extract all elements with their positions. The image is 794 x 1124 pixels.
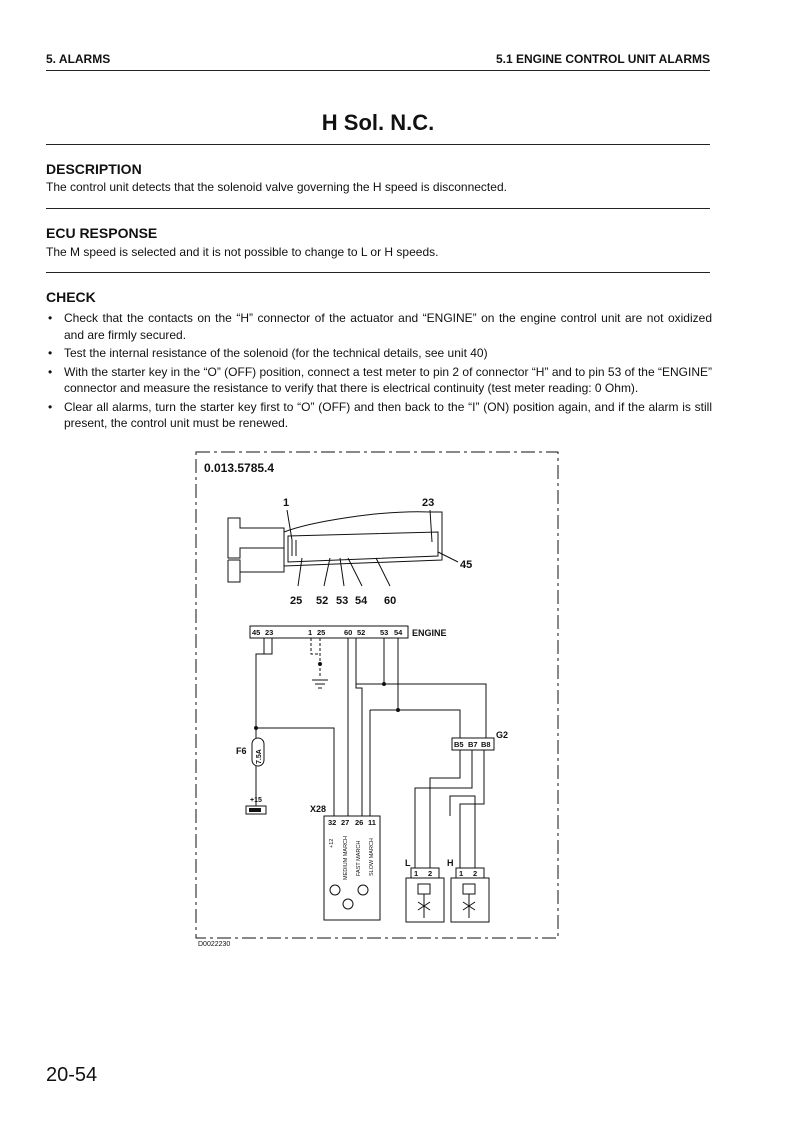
junction-dots — [254, 662, 400, 730]
x28-pin-11: 11 — [368, 818, 376, 827]
sol-h-pin-1: 1 — [459, 869, 464, 878]
description-text: The control unit detects that the solenoid valve governing the H speed is disconnected. — [46, 180, 507, 194]
page-title: H Sol. N.C. — [321, 110, 435, 135]
x28-label: X28 — [310, 804, 327, 814]
supply-label: +15 — [250, 797, 262, 804]
fuse-label: F6 — [236, 746, 247, 756]
header-rule — [46, 70, 710, 71]
engine-pin-45: 45 — [252, 628, 261, 637]
pin-label-52: 52 — [316, 595, 329, 607]
g2-pin-b5: B5 — [454, 740, 464, 749]
g2-pin-b7: B7 — [468, 740, 478, 749]
sol-h-label: H — [447, 858, 454, 868]
header-section: 5. ALARMS — [46, 52, 111, 66]
engine-pin-23: 23 — [265, 628, 274, 637]
x28-lamp-label: SLOW MARCH — [369, 838, 375, 876]
solenoid-h — [451, 868, 489, 922]
check-item: • With the starter key in the “O” (OFF) position, connect a test meter to pin 2 of connector “H” and to pin 53 of the “ENGINE” connector and measure the resistance to verify that there is electrical continuity (test meter reading: 0 Ohm). — [46, 364, 712, 397]
x28-pin-26: 26 — [355, 818, 364, 827]
description-rule — [46, 208, 710, 209]
wiring-diagram — [180, 448, 570, 948]
sol-h-pin-2: 2 — [473, 869, 478, 878]
x28-pin-32: 32 — [328, 818, 337, 827]
drawing-code: D0022230 — [198, 941, 231, 948]
engine-pin-60: 60 — [344, 628, 353, 637]
sol-l-label: L — [405, 858, 411, 868]
diagram-frame — [196, 452, 558, 938]
ecu-response-text: The M speed is selected and it is not possible to change to L or H speeds. — [46, 245, 439, 259]
supply-plug-icon — [249, 808, 261, 812]
check-item: • Check that the contacts on the “H” connector of the actuator and “ENGINE” on the engine control unit are not oxidized and are firmly secured. — [46, 310, 712, 343]
title-rule — [46, 144, 710, 145]
ecu-response-rule — [46, 272, 710, 273]
pin-label-25: 25 — [290, 595, 303, 607]
ecu-connector-drawing — [228, 512, 442, 582]
solenoid-l — [406, 868, 444, 922]
x28-lamp-label: MEDIUM MARCH — [343, 836, 349, 880]
header-subsection: 5.1 ENGINE CONTROL UNIT ALARMS — [495, 52, 710, 66]
pin-label-60: 60 — [384, 595, 397, 607]
pin-label-45: 45 — [460, 559, 473, 571]
check-list — [46, 310, 712, 434]
lamp-icon — [330, 885, 340, 895]
diagram-part-number: 0.013.5785.4 — [204, 461, 275, 475]
sol-l-pin-2: 2 — [428, 869, 433, 878]
engine-pin-25: 25 — [317, 628, 326, 637]
engine-pin-52: 52 — [357, 628, 366, 637]
check-heading: CHECK — [46, 289, 96, 305]
lamp-icon — [358, 885, 368, 895]
description-heading: DESCRIPTION — [46, 161, 142, 177]
pin-label-53: 53 — [336, 595, 349, 607]
engine-pin-1: 1 — [308, 628, 313, 637]
pin-callout-leaders — [287, 510, 458, 586]
g2-label: G2 — [496, 730, 509, 740]
check-item: • Test the internal resistance of the solenoid (for the technical details, see unit 40) — [46, 345, 712, 362]
pin-label-1: 1 — [283, 497, 290, 509]
x28-lamp-label: +12 — [329, 838, 335, 848]
x28-lamp-label: FAST MARCH — [356, 840, 362, 876]
page-number: 20-54 — [46, 1064, 98, 1086]
engine-pin-53: 53 — [380, 628, 389, 637]
pin-label-54: 54 — [355, 595, 368, 607]
g2-pin-b8: B8 — [481, 740, 491, 749]
check-item: • Clear all alarms, turn the starter key first to “O” (OFF) and then back to the “I” (ON) position again, and if the alarm is still present, the control unit must be renewed. — [46, 399, 712, 432]
pin-label-23: 23 — [422, 497, 435, 509]
fuse-rating: 7.5A — [256, 749, 263, 764]
wiring-diagram-svg — [180, 448, 570, 948]
ground-icon — [312, 680, 328, 688]
engine-pin-54: 54 — [394, 628, 403, 637]
lamp-icon — [343, 899, 353, 909]
x28-pin-27: 27 — [341, 818, 350, 827]
sol-l-pin-1: 1 — [414, 869, 419, 878]
wires — [256, 638, 486, 868]
engine-connector-label: ENGINE — [412, 628, 447, 638]
ecu-response-heading: ECU RESPONSE — [46, 225, 158, 241]
